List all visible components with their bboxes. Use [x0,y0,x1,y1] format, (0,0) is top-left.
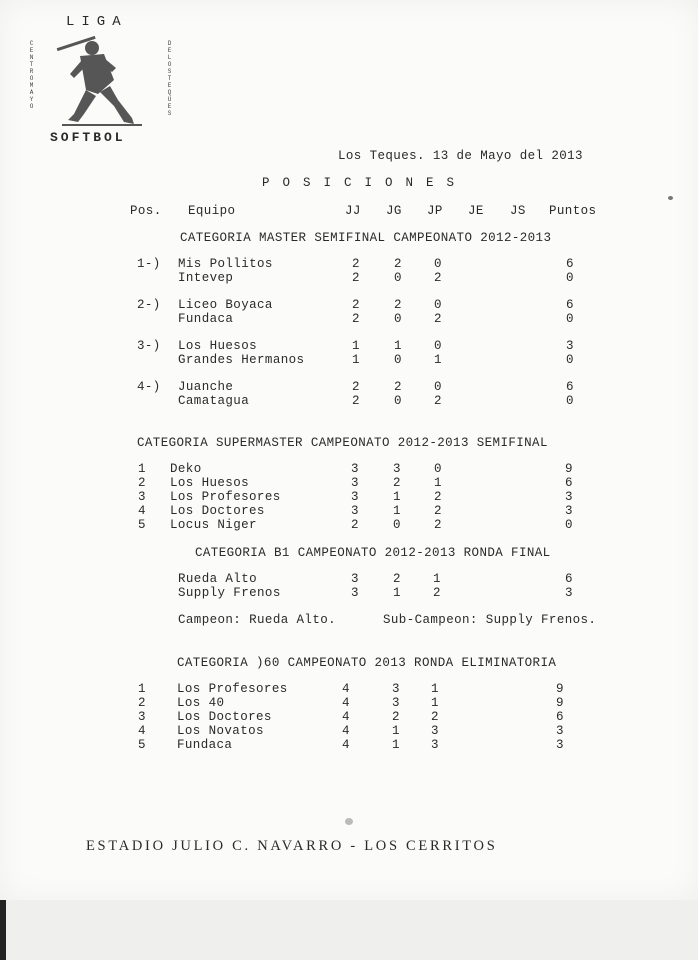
scan-edge [0,900,6,960]
games-played-cell: 4 [342,682,350,696]
team-name-cell: Los Doctores [170,504,265,518]
points-cell: 3 [556,724,564,738]
games-lost-cell: 2 [434,490,442,504]
games-lost-cell: 2 [434,312,442,326]
games-lost-cell: 0 [434,462,442,476]
team-name-cell: Mis Pollitos [178,257,273,271]
games-won-cell: 2 [394,380,402,394]
games-won-cell: 2 [393,572,401,586]
games-won-cell: 2 [394,298,402,312]
section-title: CATEGORIA B1 CAMPEONATO 2012-2013 RONDA FINAL [195,546,551,560]
logo-side-text-left: CENTRO MAYO [29,40,34,110]
softball-player-icon [52,34,162,130]
games-played-cell: 2 [352,380,360,394]
col-header-equipo: Equipo [188,204,236,218]
position-cell: 3 [138,490,146,504]
position-cell: 2-) [137,298,161,312]
position-cell: 1 [138,682,146,696]
col-header-puntos: Puntos [549,204,597,218]
games-won-cell: 2 [392,710,400,724]
points-cell: 6 [565,572,573,586]
games-played-cell: 2 [352,394,360,408]
col-header-pos: Pos. [130,204,162,218]
team-name-cell: Los Doctores [177,710,272,724]
team-name-cell: Fundaca [178,312,234,326]
games-played-cell: 2 [352,312,360,326]
games-won-cell: 0 [394,312,402,326]
team-name-cell: Fundaca [177,738,233,752]
team-name-cell: Camatagua [178,394,250,408]
games-played-cell: 1 [352,353,360,367]
games-won-cell: 3 [392,696,400,710]
champion-note: Campeon: Rueda Alto. [178,613,337,627]
position-cell: 1-) [137,257,161,271]
points-cell: 9 [556,682,564,696]
games-won-cell: 3 [393,462,401,476]
team-name-cell: Juanche [178,380,234,394]
games-lost-cell: 1 [431,696,439,710]
games-won-cell: 1 [393,586,401,600]
runnerup-note: Sub-Campeon: Supply Frenos. [383,613,597,627]
games-played-cell: 3 [351,572,359,586]
position-cell: 1 [138,462,146,476]
position-cell: 4 [138,504,146,518]
position-cell: 2 [138,696,146,710]
games-lost-cell: 2 [431,710,439,724]
points-cell: 0 [566,394,574,408]
points-cell: 0 [566,312,574,326]
games-lost-cell: 2 [434,271,442,285]
games-played-cell: 2 [352,298,360,312]
games-played-cell: 4 [342,724,350,738]
games-lost-cell: 2 [434,394,442,408]
games-lost-cell: 1 [433,572,441,586]
points-cell: 3 [565,504,573,518]
games-played-cell: 4 [342,710,350,724]
document-date: Los Teques. 13 de Mayo del 2013 [338,149,583,163]
col-header-jj: JJ [345,204,361,218]
team-name-cell: Locus Niger [170,518,257,532]
games-won-cell: 1 [392,724,400,738]
team-name-cell: Liceo Boyaca [178,298,273,312]
points-cell: 3 [565,490,573,504]
section-title: CATEGORIA )60 CAMPEONATO 2013 RONDA ELIMINATORIA [177,656,557,670]
games-played-cell: 3 [351,476,359,490]
games-lost-cell: 0 [434,380,442,394]
games-lost-cell: 3 [431,738,439,752]
games-won-cell: 1 [394,339,402,353]
paper-speck [345,818,353,825]
games-won-cell: 1 [393,490,401,504]
points-cell: 0 [565,518,573,532]
team-name-cell: Los 40 [177,696,225,710]
logo-subtitle: SOFTBOL [50,130,126,145]
position-cell: 3-) [137,339,161,353]
col-header-je: JE [468,204,484,218]
games-played-cell: 3 [351,586,359,600]
games-lost-cell: 2 [434,504,442,518]
logo-side-text-right: DE LOS TEQUES [167,40,172,117]
team-name-cell: Rueda Alto [178,572,258,586]
position-cell: 5 [138,738,146,752]
col-header-js: JS [510,204,526,218]
points-cell: 6 [566,380,574,394]
games-won-cell: 0 [394,394,402,408]
games-won-cell: 3 [392,682,400,696]
games-played-cell: 2 [352,257,360,271]
points-cell: 9 [565,462,573,476]
team-name-cell: Los Profesores [170,490,281,504]
games-played-cell: 1 [352,339,360,353]
col-header-jp: JP [427,204,443,218]
games-played-cell: 4 [342,738,350,752]
points-cell: 6 [566,298,574,312]
points-cell: 6 [565,476,573,490]
games-lost-cell: 0 [434,298,442,312]
team-name-cell: Los Huesos [170,476,250,490]
games-played-cell: 3 [351,504,359,518]
games-lost-cell: 2 [433,586,441,600]
games-lost-cell: 0 [434,339,442,353]
paper-speck [668,196,673,200]
games-won-cell: 1 [393,504,401,518]
games-played-cell: 3 [351,462,359,476]
points-cell: 6 [556,710,564,724]
games-lost-cell: 2 [434,518,442,532]
games-won-cell: 0 [394,271,402,285]
document-heading: POSICIONES [262,176,468,190]
team-name-cell: Los Novatos [177,724,264,738]
games-played-cell: 2 [351,518,359,532]
games-won-cell: 0 [394,353,402,367]
team-name-cell: Supply Frenos [178,586,281,600]
games-lost-cell: 1 [434,353,442,367]
games-lost-cell: 1 [434,476,442,490]
points-cell: 3 [566,339,574,353]
games-lost-cell: 0 [434,257,442,271]
position-cell: 2 [138,476,146,490]
games-won-cell: 2 [393,476,401,490]
team-name-cell: Intevep [178,271,234,285]
logo-title: LIGA [66,14,128,30]
scan-margin [0,900,698,960]
section-title: CATEGORIA SUPERMASTER CAMPEONATO 2012-2013 SEMIFINAL [137,436,548,450]
games-played-cell: 4 [342,696,350,710]
points-cell: 3 [556,738,564,752]
games-lost-cell: 3 [431,724,439,738]
position-cell: 4-) [137,380,161,394]
team-name-cell: Deko [170,462,202,476]
games-played-cell: 2 [352,271,360,285]
points-cell: 0 [566,353,574,367]
col-header-jg: JG [386,204,402,218]
points-cell: 3 [565,586,573,600]
position-cell: 3 [138,710,146,724]
section-title: CATEGORIA MASTER SEMIFINAL CAMPEONATO 2012-2013 [180,231,552,245]
team-name-cell: Los Profesores [177,682,288,696]
points-cell: 0 [566,271,574,285]
games-played-cell: 3 [351,490,359,504]
position-cell: 4 [138,724,146,738]
team-name-cell: Grandes Hermanos [178,353,305,367]
games-won-cell: 1 [392,738,400,752]
points-cell: 6 [566,257,574,271]
stadium-footer: ESTADIO JULIO C. NAVARRO - LOS CERRITOS [86,838,498,854]
position-cell: 5 [138,518,146,532]
team-name-cell: Los Huesos [178,339,258,353]
points-cell: 9 [556,696,564,710]
games-won-cell: 0 [393,518,401,532]
games-won-cell: 2 [394,257,402,271]
games-lost-cell: 1 [431,682,439,696]
